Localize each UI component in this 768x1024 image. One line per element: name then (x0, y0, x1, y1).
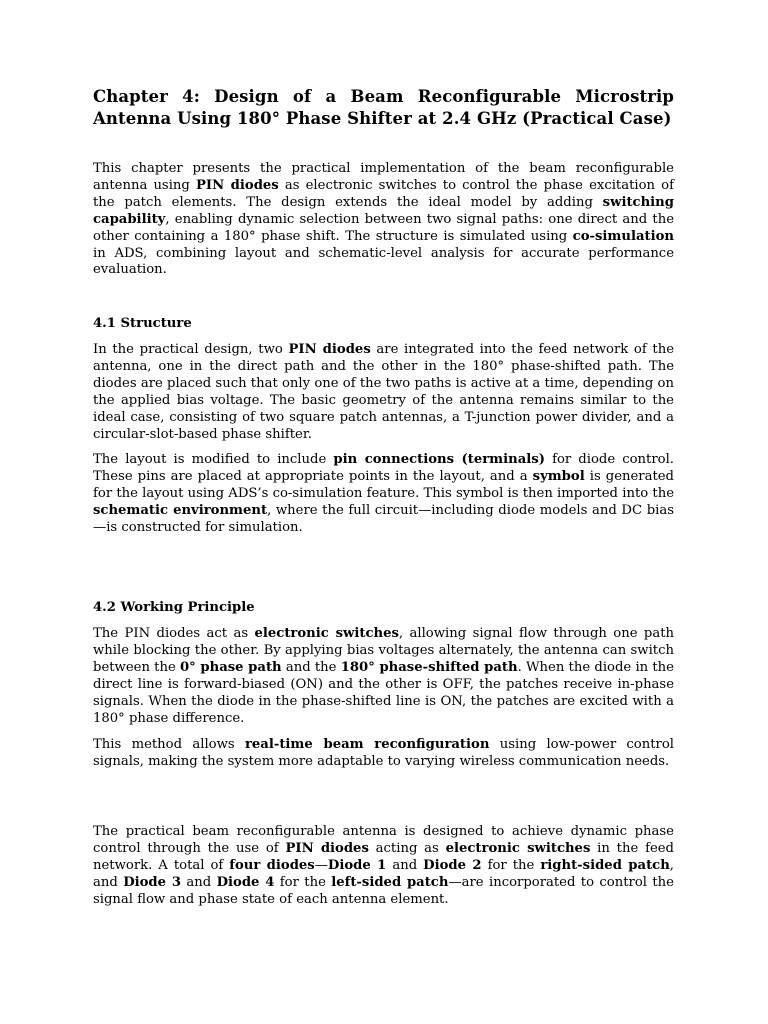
chapter-title: Chapter 4: Design of a Beam Reconfigurable Microstrip Antenna Using 180° Phase Shifter at 2.4 GHz (Practical Case) (93, 87, 674, 128)
working-paragraph-2: This method allows real-time beam reconfiguration using low-power control signals, making the system more adaptable to varying wireless communication needs. (93, 737, 674, 769)
intro-paragraph: This chapter presents the practical implementation of the beam reconfigurable antenna using PIN diodes as electronic switches to control the phase excitation of the patch elements. The design extends the ideal model by adding switching capability, enabling dynamic selection between two signal paths: one direct and the other containing a 180° phase shift. The structure is simulated using co-simulation in ADS, combining layout and schematic-level analysis for accurate performance evaluation. (93, 161, 675, 278)
structure-paragraph-2: The layout is modified to include pin connections (terminals) for diode control. These pins are placed at appropriate points in the layout, and a symbol is generated for the layout using ADS’s co-simulation feature. This symbol is then imported into the schematic environment, where the full circuit—including diode models and DC bias—is constructed for simulation. (93, 452, 675, 535)
section-heading-structure: 4.1 Structure (93, 316, 192, 331)
working-paragraph-1: The PIN diodes act as electronic switches, allowing signal flow through one path while blocking the other. By applying bias voltages alternately, the antenna can switch between the 0° phase path and the 180° phase-shifted path. When the diode in the direct line is forward-biased (ON) and the other is OFF, the patches receive in-phase signals. When the diode in the phase-shifted line is ON, the patches are excited with a 180° phase difference. (93, 626, 675, 726)
working-paragraph-3: The practical beam reconfigurable antenna is designed to achieve dynamic phase control through the use of PIN diodes acting as electronic switches in the feed network. A total of four diodes—Diode 1 and Diode 2 for the right-sided patch, and Diode 3 and Diode 4 for the left-sided patch—are incorporated to control the signal flow and phase state of each antenna element. (93, 824, 675, 907)
structure-paragraph-1: In the practical design, two PIN diodes are integrated into the feed network of the antenna, one in the direct path and the other in the 180° phase-shifted path. The diodes are placed such that only one of the two paths is active at a time, depending on the applied bias voltage. The basic geometry of the antenna remains similar to the ideal case, consisting of two square patch antennas, a T-junction power divider, and a circular-slot-based phase shifter. (93, 342, 674, 442)
section-heading-working-principle: 4.2 Working Principle (93, 600, 255, 615)
